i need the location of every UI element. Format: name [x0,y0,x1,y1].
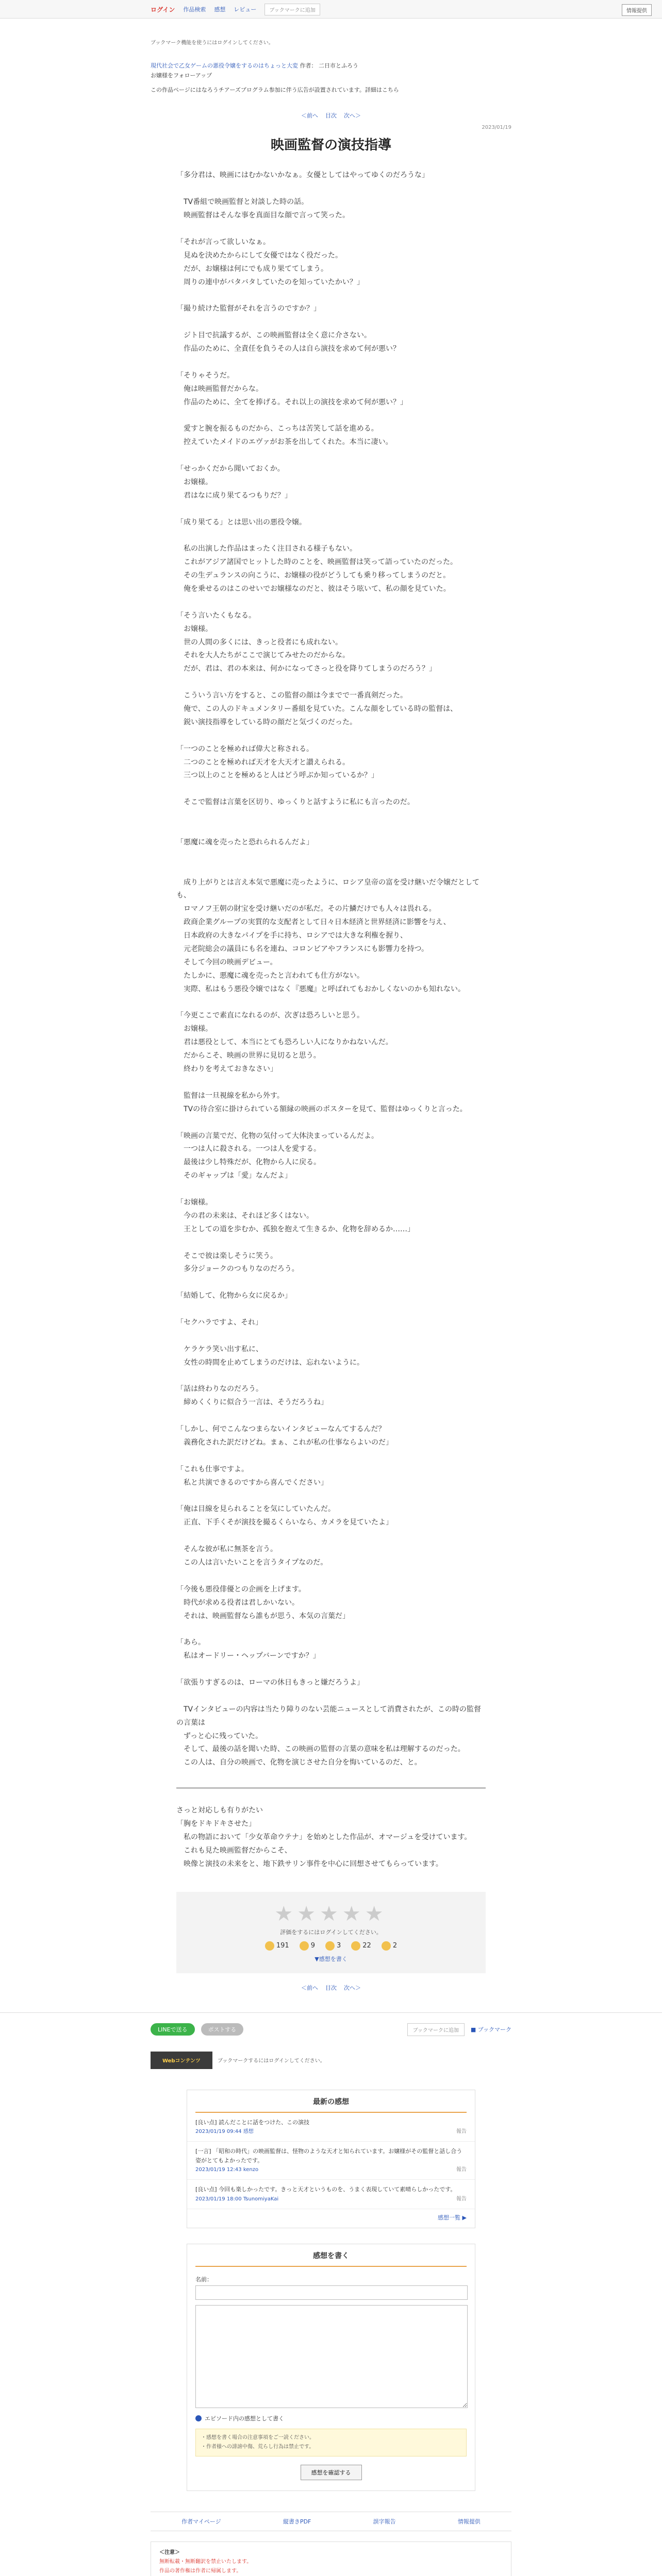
top-bar [0,0,662,19]
author-label[interactable]: 作者： 二日市とふろう [300,62,358,69]
list-item: [一言] 「昭和の時代」の映画監督は、怪物のような天才と知られています。お嬢様がその監督と話し合う姿がとてもよかったです。 2023/01/19 12:43 kenzo 報告 [187,2142,475,2180]
radio-icon [195,2415,202,2421]
nav-impressions[interactable]: 感想 [214,6,226,13]
pager-top [0,111,662,120]
reaction-laugh[interactable]: 3 [325,1941,341,1951]
info-link[interactable]: 情報提供 [457,2518,481,2526]
prev-link-bottom[interactable]: ＜前へ [301,1984,318,1991]
line-share-button[interactable]: LINEで送る [151,2023,195,2036]
caution-red: 無断転載・無断翻訳を禁止いたします。 作品の著作権は作者に帰属します。 [159,2559,252,2574]
episode-check[interactable]: エピソード内の感想として書く [195,2414,467,2422]
author-page-link[interactable]: 作者マイページ [181,2518,221,2526]
toc-link[interactable]: 目次 [325,112,337,120]
header [151,19,511,94]
reviews-box [187,2090,475,2228]
name-label: 名前： [195,2276,212,2283]
reaction-row [176,1941,486,1951]
post-share-button[interactable]: ポストする [201,2023,244,2036]
rating-box [176,1892,486,1973]
rating-note: 評価をするにはログインしてください。 [280,1928,382,1936]
next-link-bottom[interactable]: 次へ＞ [344,1984,361,1991]
name-field[interactable] [195,2285,468,2300]
prev-link[interactable]: ＜前へ [301,112,318,120]
reaction-smile[interactable]: 9 [300,1941,315,1951]
series-subtitle: お嬢様をフォローアップ [151,72,212,79]
write-review-box [187,2244,475,2491]
list-item: [良い点] 読んだことに話をつけた、この演技 2023/01/19 09:44 感想 報告 [187,2113,475,2142]
blurb-text: ブックマークするにはログインしてください。 [218,2058,325,2064]
chapter-title: 映画監督の演技指導 [270,138,391,154]
series-title-link[interactable]: 現代社会で乙女ゲームの悪役令嬢をするのはちょっと大変 [151,62,298,69]
reaction-cry[interactable]: 22 [351,1941,371,1951]
section-divider [0,2012,662,2013]
smile-icon [300,1941,309,1951]
chapter-body: 「多分君は、映画にはむかないかなぁ。女優としてはやってゆくのだろうな」 TV番組で映画監督と対談した時の話。 映画監督はそんな事を真面目な顔で言って笑った。 「それが言って欲しいなぁ。 見ぬを決めたからにして女優ではなく役だった。 だが、お嬢様は何にでも成り果ててしまう。 周りの連中がバタバタしていたのを知っていたかい？」 「撮り続けた監督がそれを言うのですか？」 ジト目で抗議するが、この映画監督は全く意に介さない。 作品のために、全責任を負うその人は自ら演技を求めて何が悪い？ 「そりゃそうだ。 俺は映画監督だからな。 作品のために、全てを捧げる。それ以上の演技を求めて何が悪い？」 愛すと腕を振るものだから、こっちは苦笑して話を進める。 控えていたメイドのエヴァがお茶を出してくれた。本当に凄い。 「せっかくだから聞いておくか。 お嬢様。 君はなに成り果てるつもりだ？」 「成り果てる」とは思い出の悪役令嬢。 私の出演した作品はまったく注目される様子もない。 これがアジア諸国でヒットした時のことを、映画監督は笑って語っていたのだった。 その生デュランスの向こうに、お嬢様の役がどうしても乗り移ってしまうのだと。 俺を乗せるのはこのせいでお嬢様なのだと、彼はそう呟いて、私の顔を見ていた。 「そう言いたくもなる。 お嬢様。 世の人間の多くには、きっと役者にも成れない。 それを大人たちがここで演じてみせたのだからな。 だが、君は、君の本来は、何かになってさっと役を降りてしまうのだろう？」 こういう言い方をすると、この監督の顔は今までで一番真剣だった。 俺で、この人のドキュメンタリー番組を見ていた。こんな顔をしている時の監督は、 鋭い演技指導をしている時の顔だと気づくのだった。 「一つのことを極めれば偉大と称される。 二つのことを極めれば天才を大天才と讃えられる。 三つ以上のことを極めると人はどう呼ぶか知っているか？」 そこで監督は言葉を区切り、ゆっくりと話すように私にも言ったのだ。 「悪魔に魂を売ったと恐れられるんだよ」 成り上がりとは言え本気で悪魔に売ったように、ロシア皇帝の富を受け継いだ令嬢だとしても、 ロマノフ王朝の財宝を受け継いだのが私だ。その片鱗だけでも人々は畏れる。 政商企業グループの実質的な支配者として日々日本経済と世界経済に影響を与え、 日本政府の大きなパイプを手に持ち、ロシアでは大きな利権を握り、 元老院総会の議員にも名を連ね、コロンビアやフランスにも影響力を持つ。 そして今回の映画デビュー。 たしかに、悪魔に魂を売ったと言われても仕方がない。 実際、私はもう悪役令嬢ではなく『悪魔』と呼ばれてもおかしくないのかも知れない。 「今更ここで素直になれるのが、次ぎは恐ろしいと思う。 お嬢様。 君は悪役として、本当にとても恐ろしい人になりかねないんだ。 だからこそ、映画の世界に見切ると思う。 終わりを考えておきなさい」 監督は一旦視線を私から外す。 TVの待合室に掛けられている額縁の映画のポスターを見て、監督はゆっくりと言った。 「映画の言葉でだ、化物の気付って大体決まっているんだよ。 一つは人に殺される。一つは人を愛する。 最後は少し特殊だが、化物から人に戻る。 そのギャップは「愛」なんだよ」 「お嬢様。 今の君の未来は、それほど多くはない。 王としての道を歩むか、孤独を抱えて生きるか、化物を辞めるか……」 そこで彼は楽しそうに笑う。 多分ジョークのつもりなのだろう。 「結婚して、化物から女に戻るか」 「セクハラですよ、それ」 ケラケラ笑い出す私に、 女性の時間を止めてしまうのだけは、忘れないように。 「話は終わりなのだろう。 締めくくりに似合う一言は、そうだろうね」 「しかし、何でこんなつまらないインタビューなんてするんだ？ 義務化された訳だけどね。まぁ、これが私の仕事ならよいのだ」 「これも仕事ですよ。 私と共演できるのですから喜んでください」 「俺は目線を見られることを気にしていたんだ。 正直、下手くそが演技を撮るくらいなら、カメラを見ていたよ」 そんな彼が私に無茶を言う。 この人は言いたいことを言うタイプなのだ。 「今後も悪役俳優との企画を上げます。 時代が求める役者は君しかいない。 それは、映画監督なら誰もが思う、本気の言葉だ」 「あら。 私はオードリー・ヘップバーンですか？」 「欲張りすぎるのは、ローマの休日もきっと嫌だろうよ」 TVインタビューの内容は当たり障りのない芸能ニュースとして消費されたが、この時の監督の言葉は ずっと心に残っていた。 そして、最後の話を聞いた時、この映画の監督の言葉の意味を私は理解するのだった。 この人は、自分の映画で、化物を演じさせた自分を悔いているのだ、と。 [176,171,481,1767]
nav-search[interactable]: 作品検索 [183,6,206,13]
confirm-button[interactable]: 感想を確認する [301,2465,362,2480]
thumbs-up-icon [265,1941,274,1951]
reviews-title: 最新の感想 [195,2090,467,2113]
bookmark-note: ブックマーク機能を使うにはログインしてください。 [151,40,274,46]
more-reviews-link[interactable]: 感想一覧 ▶ [438,2214,467,2222]
caution-box [151,2541,511,2576]
share-tools [151,2023,511,2036]
toc-link-bottom[interactable]: 目次 [325,1984,337,1991]
afterword: さっと対応しも有りがたい 「胸をドキドキさせた」 私の物語において「少女革命ウテナ」を始めとした作品が、オマージュを受けています。 これも見た映画監督だからこそ、 映像と演技の未来をと、地下鉄サリン事件を中心に回想させてもらっています。 [176,1806,472,1868]
rating-stars[interactable]: ★★★★★ [274,1902,388,1926]
laugh-icon [325,1941,335,1951]
bookmark-add-button-bottom[interactable]: ブックマークに追加 [407,2023,465,2036]
pager-bottom [0,1984,662,1992]
contest-note: この作品ページにはなろうチアーズプログラム参加に伴う広告が設置されています。詳細はこちら [151,87,399,94]
pdf-link[interactable]: 縦書きPDF [283,2518,311,2526]
write-title: 感想を書く [195,2244,467,2267]
surprise-icon [382,1941,391,1951]
bookmark-add-button[interactable]: ブックマークに追加 [264,4,320,15]
next-link[interactable]: 次へ＞ [344,112,361,120]
bookmark-link[interactable]: ■ ブックマーク [470,2026,511,2033]
report-button[interactable]: 情報提供 [622,4,652,16]
nav-reviews[interactable]: レビュー [234,6,257,13]
caution-title: ＜注意＞ [159,2550,180,2556]
cry-icon [351,1941,360,1951]
afterword-divider [176,1787,486,1789]
write-impression-link[interactable]: ▼感想を書く [315,1955,347,1962]
series-info [151,61,511,80]
ad-badge[interactable]: Webコンテンツ [151,2052,212,2069]
notice-box: ・感想を書く場合の注意事項をご一読ください。 ・作者様への誹謗中傷、荒らし行為は禁止です。 [195,2429,467,2456]
list-item: [良い点] 今回も楽しかったです。きっと天才というものを、うまく表現していて素晴らしかったです。 2023/01/19 18:00 TsunomiyaKai 報告 [187,2180,475,2209]
reaction-surprise[interactable]: 2 [382,1941,397,1951]
typo-report-link[interactable]: 誤字報告 [373,2518,396,2526]
publish-date: 2023/01/19 [482,125,511,131]
footer-links [151,2512,511,2531]
login-link[interactable]: ログイン [151,6,175,13]
blurb [151,2052,511,2069]
comment-field[interactable] [195,2305,468,2408]
reaction-thumbs-up[interactable]: 191 [265,1941,289,1951]
